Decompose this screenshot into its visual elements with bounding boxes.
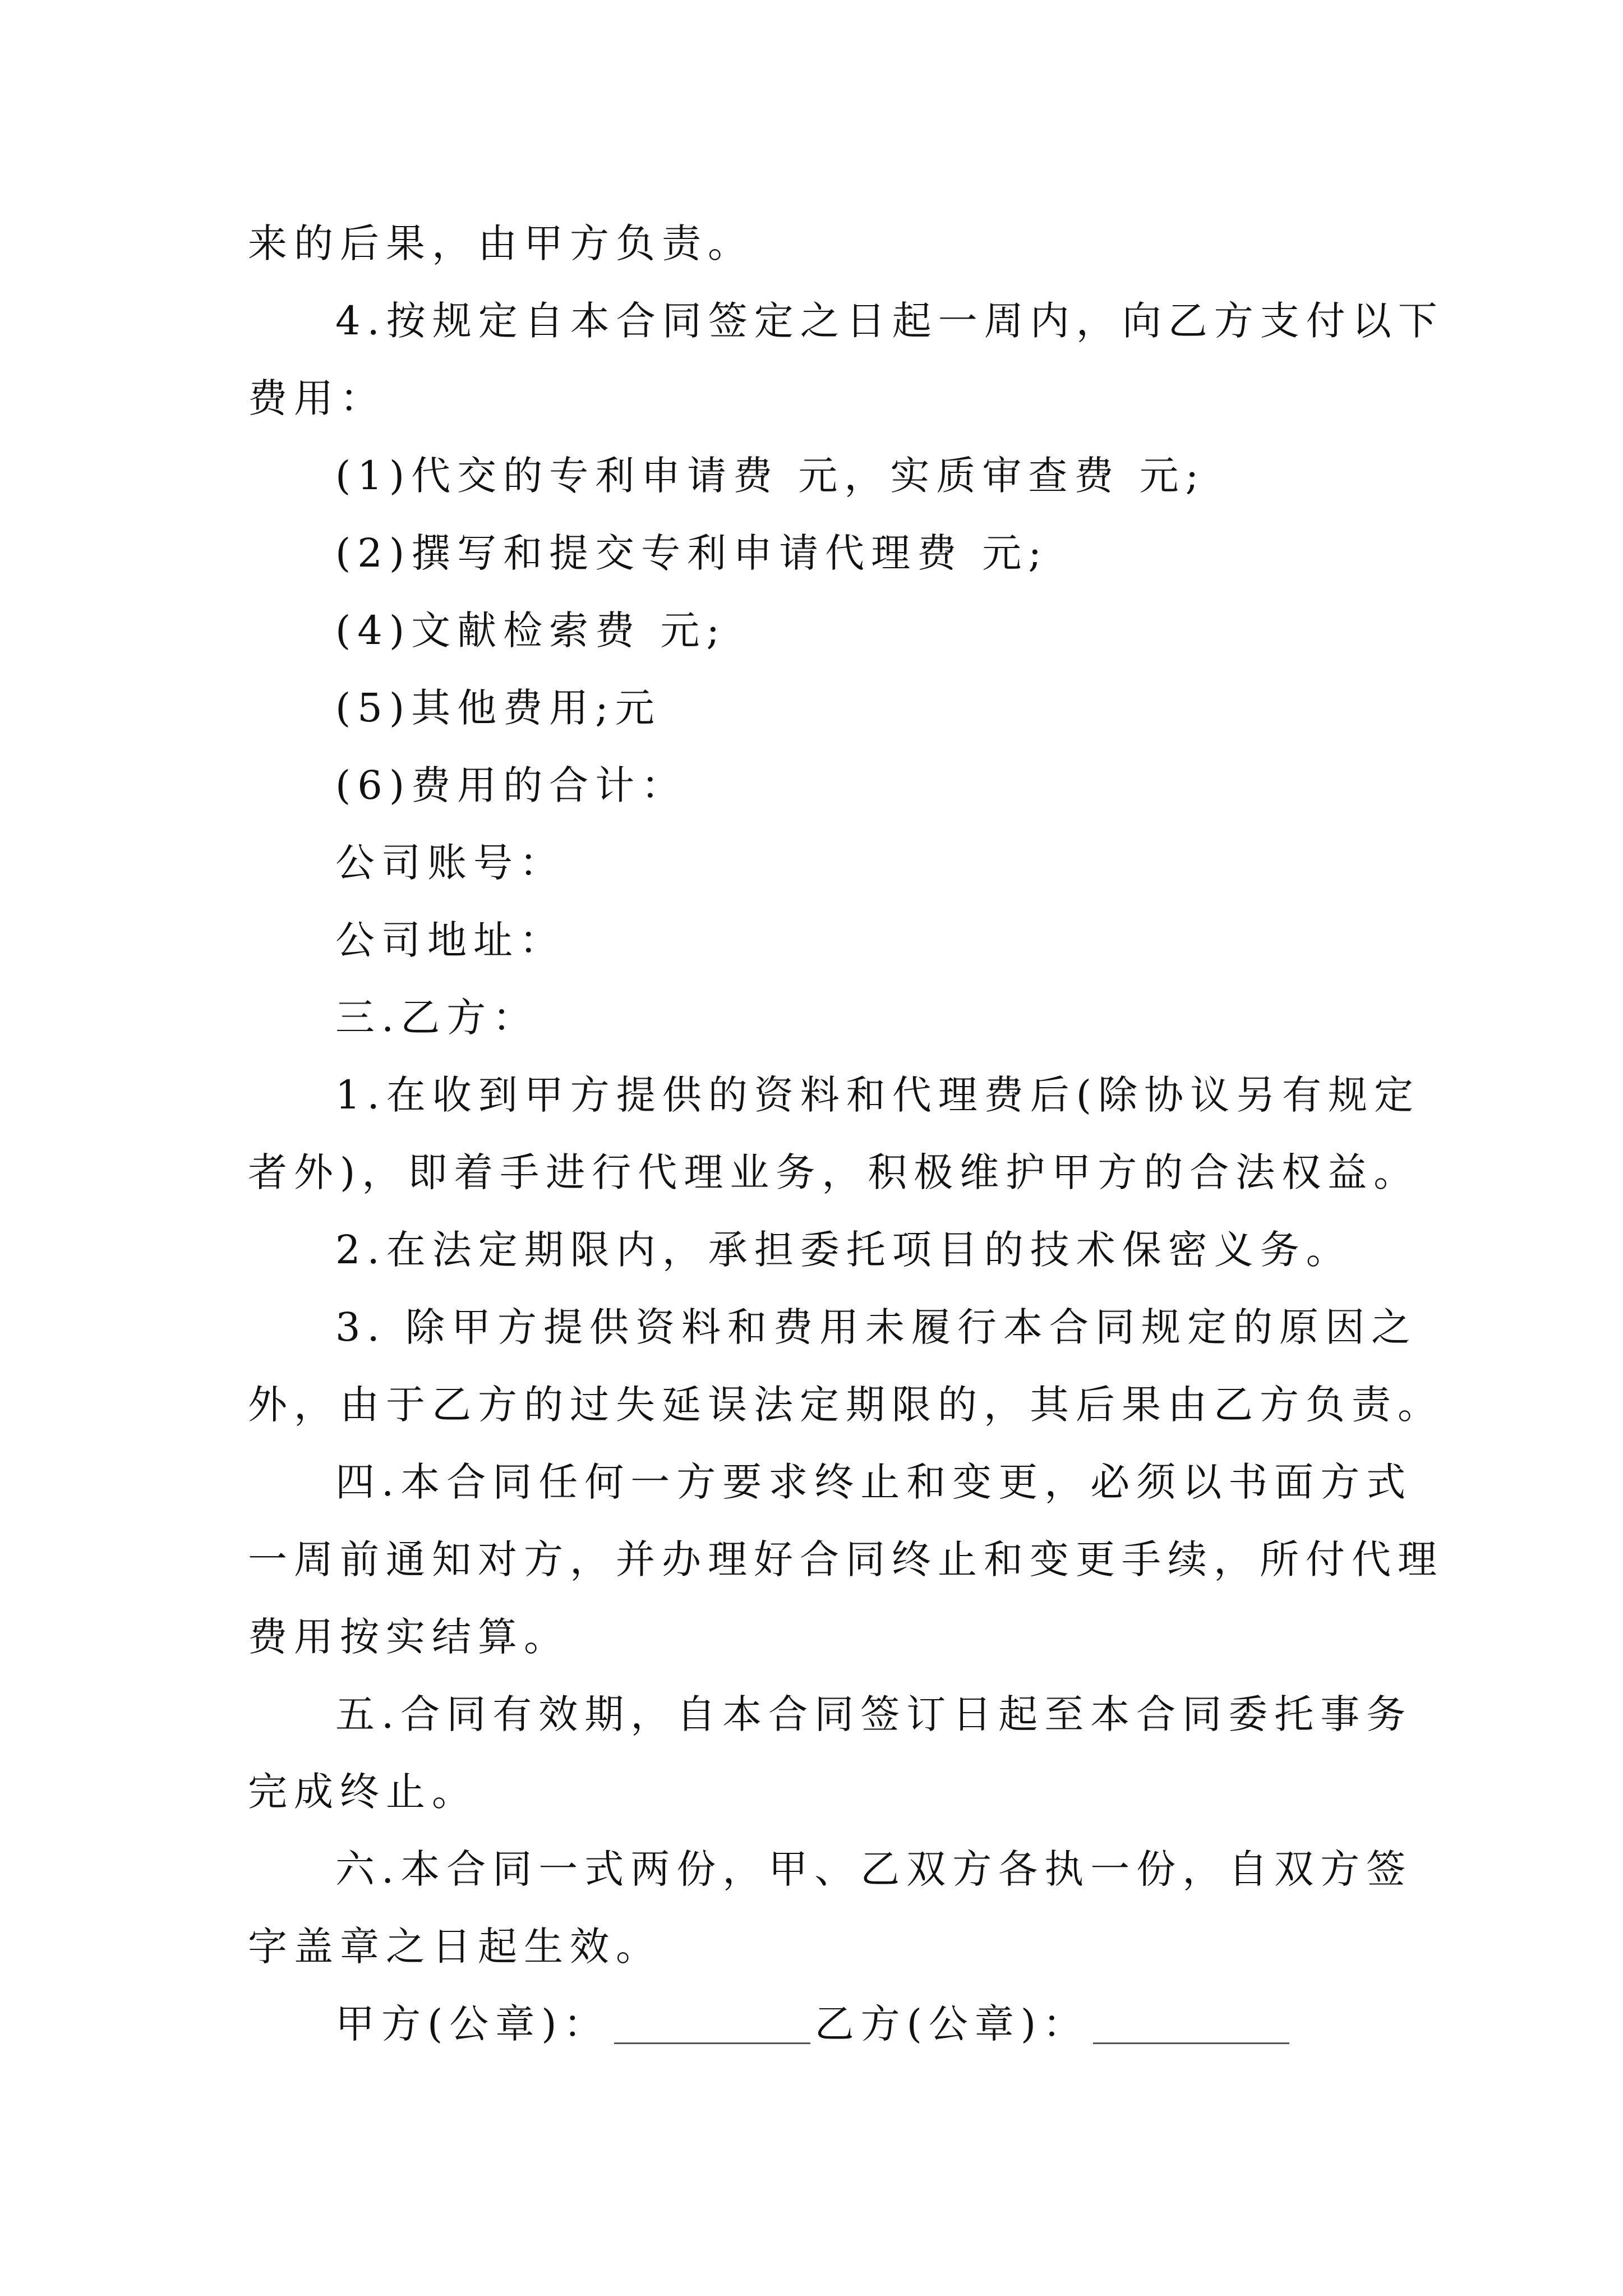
signature-row <box>248 1985 1392 2063</box>
party-b-signature-blank <box>1093 2011 1289 2044</box>
fee-item: (6)费用的合计： <box>335 762 688 808</box>
fee-item: (1)代交的专利申请费 元，实质审查费 元; <box>335 453 1206 499</box>
text-line: 一周前通知对方，并办理好合同终止和变更手续，所付代理 <box>248 1536 1444 1582</box>
text-line: 费用按实结算。 <box>248 1614 570 1660</box>
fee-item: (5)其他费用;元 <box>335 685 661 731</box>
company-address-label: 公司地址： <box>335 917 565 963</box>
text-line: 4.按规定自本合同签定之日起一周内，向乙方支付以下 <box>335 298 1444 344</box>
text-line: 字盖章之日起生效。 <box>248 1924 662 1970</box>
party-a-signature-blank <box>614 2011 810 2044</box>
section-heading: 三.乙方： <box>335 995 539 1041</box>
text-line: 2.在法定期限内，承担委托项目的技术保密义务。 <box>335 1227 1352 1273</box>
fee-item: (2)撰写和提交专利申请代理费 元; <box>335 530 1048 576</box>
company-account-label: 公司账号： <box>335 840 565 886</box>
party-b-label: 乙方(公章)： <box>814 2001 1089 2047</box>
fee-item: (4)文献检索费 元; <box>335 608 726 654</box>
text-line: 3. 除甲方提供资料和费用未履行本合同规定的原因之 <box>335 1304 1418 1350</box>
text-line: 1.在收到甲方提供的资料和代理费后(除协议另有规定 <box>335 1072 1421 1118</box>
contract-text <box>248 205 1444 2063</box>
text-line: 来的后果，由甲方负责。 <box>248 220 754 266</box>
text-line: 四.本合同任何一方要求终止和变更，必须以书面方式 <box>335 1459 1413 1505</box>
party-a-label: 甲方(公章)： <box>335 2001 610 2047</box>
text-line: 者外)，即着手进行代理业务，积极维护甲方的合法权益。 <box>248 1149 1420 1195</box>
text-line: 五.合同有效期，自本合同签订日起至本合同委托事务 <box>335 1691 1413 1737</box>
text-line: 外，由于乙方的过失延误法定期限的，其后果由乙方负责。 <box>248 1382 1444 1428</box>
text-line: 费用： <box>248 375 386 421</box>
text-line: 完成终止。 <box>248 1769 478 1815</box>
text-line: 六.本合同一式两份，甲、乙双方各执一份，自双方签 <box>335 1846 1413 1892</box>
